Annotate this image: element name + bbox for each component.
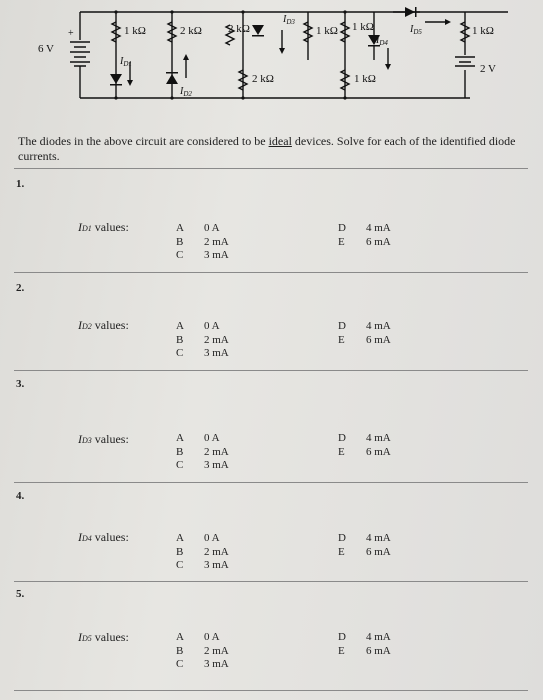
current-label-d5: $I_{D5}$ bbox=[410, 24, 422, 36]
question-label: ID1 values: bbox=[78, 220, 129, 234]
option-d[interactable]: D 4 mA bbox=[338, 320, 391, 332]
question-number: 5. bbox=[16, 588, 25, 600]
option-e[interactable]: E 6 mA bbox=[338, 334, 391, 346]
option-c[interactable]: C 3 mA bbox=[176, 559, 229, 571]
divider bbox=[14, 690, 528, 691]
question-number: 2. bbox=[16, 282, 25, 294]
question-number: 1. bbox=[16, 178, 25, 190]
problem-text-ideal: ideal bbox=[268, 134, 292, 148]
resistor-label: 1 kΩ bbox=[352, 21, 374, 33]
option-d[interactable]: D 4 mA bbox=[338, 222, 391, 234]
option-e[interactable]: E 6 mA bbox=[338, 546, 391, 558]
question-label: ID4 values: bbox=[78, 530, 129, 544]
option-a[interactable]: A 0 A bbox=[176, 631, 220, 643]
option-a[interactable]: A 0 A bbox=[176, 222, 220, 234]
problem-statement bbox=[18, 134, 523, 164]
circuit-diagram bbox=[0, 0, 543, 110]
source-left-label: 6 V bbox=[38, 43, 54, 55]
option-e[interactable]: E 6 mA bbox=[338, 236, 391, 248]
resistor-label: 1 kΩ bbox=[354, 73, 376, 85]
resistor-label: 2 kΩ bbox=[180, 25, 202, 37]
option-c[interactable]: C 3 mA bbox=[176, 459, 229, 471]
option-b[interactable]: B 2 mA bbox=[176, 334, 229, 346]
problem-text-end: devices. Solve for each of the identified diode currents. bbox=[18, 134, 516, 163]
current-label-d2: $I_{D2}$ bbox=[180, 86, 192, 98]
question-number: 4. bbox=[16, 490, 25, 502]
option-b[interactable]: B 2 mA bbox=[176, 446, 229, 458]
option-e[interactable]: E 6 mA bbox=[338, 446, 391, 458]
current-label-d3: $I_{D3}$ bbox=[283, 14, 295, 26]
option-b[interactable]: B 2 mA bbox=[176, 546, 229, 558]
divider bbox=[14, 370, 528, 371]
resistor-label: 2 kΩ bbox=[252, 73, 274, 85]
option-a[interactable]: A 0 A bbox=[176, 320, 220, 332]
source-right-label: 2 V bbox=[480, 63, 496, 75]
option-a[interactable]: A 0 A bbox=[176, 432, 220, 444]
resistor-label: 2 kΩ bbox=[228, 23, 250, 35]
question-label: ID5 values: bbox=[78, 630, 129, 644]
divider bbox=[14, 581, 528, 582]
problem-text-start: The diodes in the above circuit are considered to be bbox=[18, 134, 269, 148]
resistor-label: 1 kΩ bbox=[472, 25, 494, 37]
option-e[interactable]: E 6 mA bbox=[338, 645, 391, 657]
divider bbox=[14, 272, 528, 273]
option-c[interactable]: C 3 mA bbox=[176, 249, 229, 261]
current-label-d4: $I_{D4}$ bbox=[376, 35, 388, 47]
resistor-label: 1 kΩ bbox=[316, 25, 338, 37]
question-label: ID3 values: bbox=[78, 432, 129, 446]
option-d[interactable]: D 4 mA bbox=[338, 631, 391, 643]
question-number: 3. bbox=[16, 378, 25, 390]
option-c[interactable]: C 3 mA bbox=[176, 347, 229, 359]
option-d[interactable]: D 4 mA bbox=[338, 432, 391, 444]
option-a[interactable]: A 0 A bbox=[176, 532, 220, 544]
divider bbox=[14, 482, 528, 483]
plus-sign: + bbox=[68, 28, 74, 39]
option-b[interactable]: B 2 mA bbox=[176, 645, 229, 657]
question-label: ID2 values: bbox=[78, 318, 129, 332]
option-b[interactable]: B 2 mA bbox=[176, 236, 229, 248]
divider bbox=[14, 168, 528, 169]
option-c[interactable]: C 3 mA bbox=[176, 658, 229, 670]
current-label-d1: $I_{D1}$ bbox=[120, 56, 132, 68]
resistor-label: 1 kΩ bbox=[124, 25, 146, 37]
option-d[interactable]: D 4 mA bbox=[338, 532, 391, 544]
